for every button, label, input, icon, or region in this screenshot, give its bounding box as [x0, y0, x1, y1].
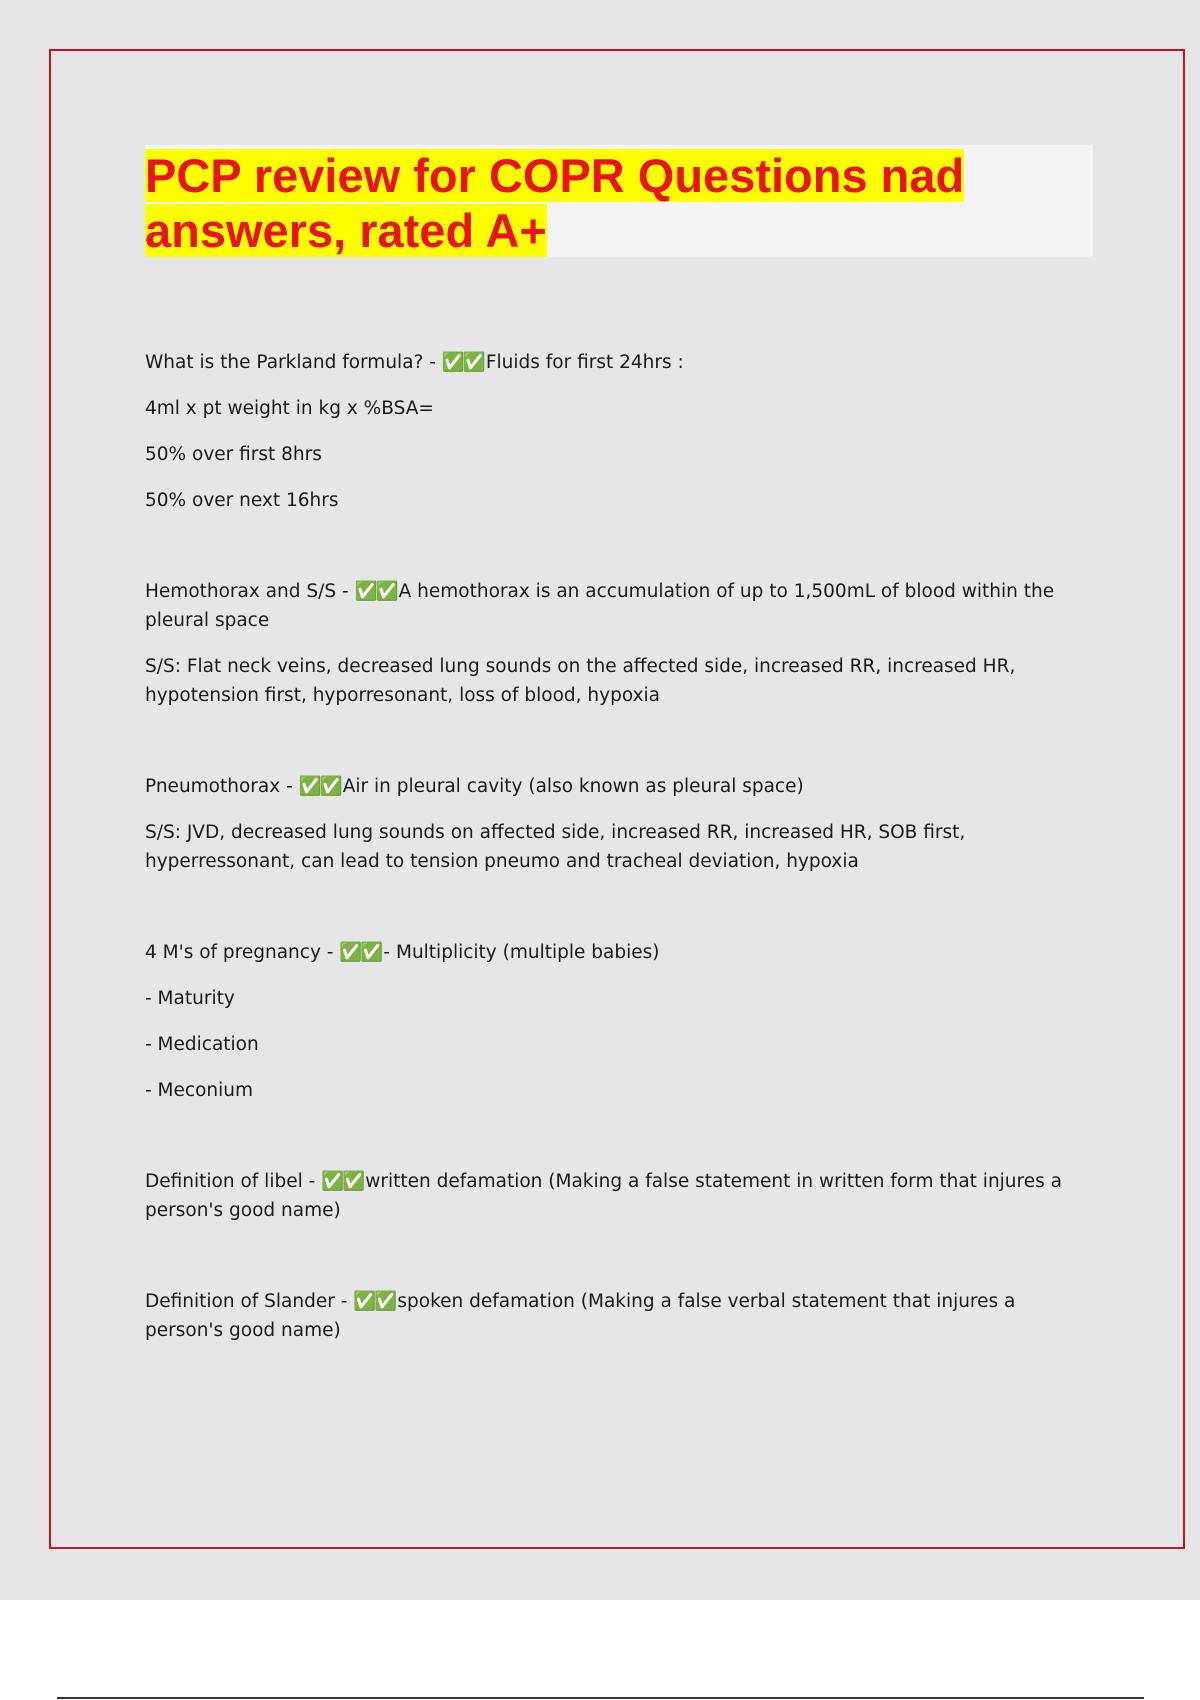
double-check-icon: ✅✅ — [298, 776, 341, 797]
qa-question-line — [145, 577, 1095, 635]
answer-text: Fluids for first 24hrs : — [485, 352, 684, 373]
question-text: What is the Parkland formula? - — [145, 352, 442, 373]
qa-question-line — [145, 772, 1095, 801]
answer-text: - Multiplicity (multiple babies) — [383, 942, 660, 963]
answer-line: 50% over next 16hrs — [145, 490, 339, 511]
answer-line: - Maturity — [145, 988, 235, 1009]
title-highlight: PCP review for COPR Questions nad answers, rated A+ — [145, 149, 965, 257]
qa-item — [145, 1287, 1095, 1345]
answer-line: 4ml x pt weight in kg x %BSA= — [145, 398, 434, 419]
double-check-icon: ✅✅ — [321, 1171, 364, 1192]
document-title — [145, 148, 1025, 258]
question-text: Definition of libel - — [145, 1171, 322, 1192]
answer-line: 50% over first 8hrs — [145, 444, 322, 465]
question-text: 4 M's of pregnancy - — [145, 942, 340, 963]
qa-question-line — [145, 938, 1095, 967]
question-text: Definition of Slander - — [145, 1291, 354, 1312]
double-check-icon: ✅✅ — [339, 942, 382, 963]
answer-line: - Meconium — [145, 1080, 254, 1101]
qa-item — [145, 577, 1095, 710]
qa-question-line — [145, 1287, 1095, 1345]
qa-item — [145, 772, 1095, 876]
double-check-icon: ✅✅ — [441, 352, 484, 373]
answer-line: - Medication — [145, 1034, 259, 1055]
answer-text: spoken defamation (Making a false verbal statement that injures a person's good name) — [145, 1291, 1016, 1341]
double-check-icon: ✅✅ — [354, 581, 397, 602]
double-check-icon: ✅✅ — [353, 1291, 396, 1312]
question-text: Hemothorax and S/S - — [145, 581, 355, 602]
answer-text: Air in pleural cavity (also known as pleural space) — [342, 776, 804, 797]
answer-text: A hemothorax is an accumulation of up to 1,500mL of blood within the pleural space — [145, 581, 1055, 631]
qa-question-line — [145, 1167, 1095, 1225]
answer-line: S/S: Flat neck veins, decreased lung sounds on the affected side, increased RR, increased HR, hypotension first, hyporresonant, loss of blood, hypoxia — [145, 656, 1016, 706]
answer-text: written defamation (Making a false statement in written form that injures a person's good name) — [145, 1171, 1062, 1221]
question-text: Pneumothorax - — [145, 776, 299, 797]
answer-line: S/S: JVD, decreased lung sounds on affected side, increased RR, increased HR, SOB first, hyperressonant, can lead to tension pneumo and tracheal deviation, hypoxia — [145, 822, 966, 872]
qa-question-line — [145, 348, 1095, 377]
qa-item — [145, 938, 1095, 1105]
footer-rule — [57, 1697, 1144, 1699]
qa-item — [145, 1167, 1095, 1225]
qa-list — [145, 348, 1095, 1407]
qa-item — [145, 348, 1095, 515]
